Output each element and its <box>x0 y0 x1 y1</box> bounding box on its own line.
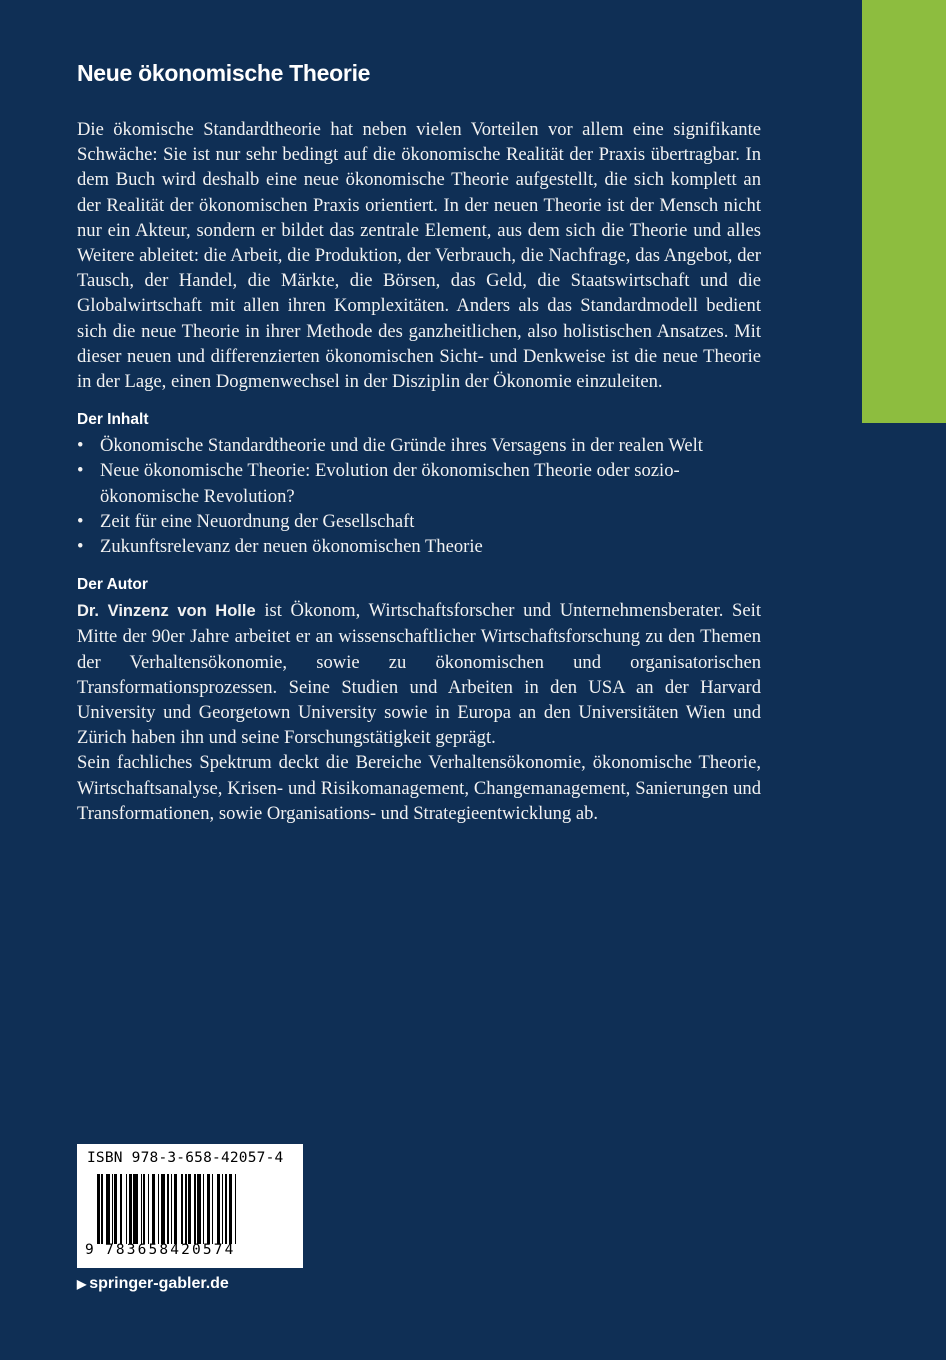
barcode-bar <box>207 1174 210 1244</box>
barcode-bar <box>120 1174 121 1244</box>
barcode-bar <box>217 1174 220 1244</box>
barcode-bar <box>141 1174 142 1244</box>
barcode-bar <box>229 1174 232 1244</box>
isbn-barcode <box>77 1144 303 1268</box>
barcode-bar <box>143 1174 144 1244</box>
author-bio-2: Sein fachliches Spektrum deckt die Bereiche Verhaltensökonomie, ökonomische Theorie, Wirtschaftsanalyse, Krisen- und Risikomanagement, Changemanagement, Sanierungen und Transformationen, sowie Organisations- und Strategieentwicklung ab. <box>77 752 761 824</box>
publisher-link[interactable] <box>77 1275 229 1293</box>
barcode-bar <box>222 1174 223 1244</box>
back-cover-text <box>77 60 761 826</box>
barcode-bar <box>112 1174 113 1244</box>
barcode-bar <box>174 1174 177 1244</box>
barcode-bar <box>235 1174 236 1244</box>
book-title: Neue ökonomische Theorie <box>77 60 371 86</box>
list-item: • Zeit für eine Neuordnung der Gesellschaft <box>77 509 761 534</box>
author-heading: Der Autor <box>77 576 148 594</box>
isbn-label: ISBN 978-3-658-42057-4 <box>87 1150 284 1166</box>
list-item: • Neue ökonomische Theorie: Evolution der ökonomischen Theorie oder sozio-ökonomische Revolution? <box>77 458 761 508</box>
contents-heading: Der Inhalt <box>77 411 149 429</box>
barcode-bar <box>148 1174 149 1244</box>
ean-first-digit: 9 <box>85 1242 94 1258</box>
barcode-bars <box>97 1174 297 1244</box>
barcode-bar <box>158 1174 159 1244</box>
barcode-bar <box>167 1174 170 1244</box>
barcode-bar <box>161 1174 165 1244</box>
list-item: • Zukunftsrelevanz der neuen ökonomischen Theorie <box>77 534 761 559</box>
barcode-bar <box>203 1174 204 1244</box>
contents-list <box>77 433 761 559</box>
barcode-bar <box>171 1174 172 1244</box>
barcode-bar <box>126 1174 127 1244</box>
author-bio-text: ist Ökonom, Wirtschaftsforscher und Unternehmensberater. Seit Mitte der 90er Jahre arbeitet er an wissenschaftlicher Wirtschaftsforschung zu den Themen der Verhaltensökonomie, sowie zu ökonomischen und organisatorischen Transformationsprozessen. Seine Studien und Arbeiten in den USA an der Harvard University und Georgetown University sowie in Europa an den Universitäten Wien und Zürich haben ihn und seine Forschungstätigkeit geprägt. <box>77 600 761 749</box>
intro-paragraph: Die ökomische Standardtheorie hat neben vielen Vorteilen vor allem eine signifikante Schwäche: Sie ist nur sehr bedingt auf die ökonomische Realität der Praxis übertragbar. In dem Buch wird deshalb eine neue ökonomische Theorie aufgestellt, die sich komplett an der Realität der ökonomischen Praxis orientiert. In der neuen Theorie ist der Mensch nicht nur ein Akteur, sondern er bildet das zentrale Element, aus dem sich die Theorie und alles Weitere ableitet: die Arbeit, die Produktion, der Verbrauch, die Nachfrage, das Angebot, der Tausch, der Handel, die Märkte, die Börsen, das Geld, die Staatswirtschaft und die Globalwirtschaft mit allen ihren Komplexitäten. Anders als das Standardmodell bedient sich die neue Theorie in ihrer Methode des ganzheitlichen, also holistischen Ansatzes. Mit dieser neuen und differenzierten ökonomischen Sicht- und Denkweise ist die neue Theorie in der Lage, einen Dogmenwechsel in der Disziplin der Ökonomie einzuleiten. <box>77 119 761 393</box>
ean-digits-rest: 783658420574 <box>105 1242 236 1258</box>
barcode-bar <box>181 1174 182 1244</box>
barcode-bar <box>129 1174 132 1244</box>
list-item: • Ökonomische Standardtheorie und die Gründe ihres Versagens in der realen Welt <box>77 433 761 458</box>
barcode-bar <box>194 1174 195 1244</box>
barcode-bar <box>114 1174 117 1244</box>
author-bio <box>77 598 761 750</box>
barcode-bar <box>225 1174 228 1244</box>
accent-bar <box>862 0 946 423</box>
barcode-bar <box>97 1174 100 1244</box>
publisher-url: springer-gabler.de <box>89 1275 229 1292</box>
play-arrow-icon: ▶ <box>77 1277 87 1291</box>
barcode-bar <box>197 1174 201 1244</box>
barcode-bar <box>101 1174 102 1244</box>
barcode-bar <box>106 1174 110 1244</box>
barcode-bar <box>212 1174 213 1244</box>
barcode-bar <box>152 1174 155 1244</box>
author-name: Dr. Vinzenz von Holle <box>77 602 256 621</box>
barcode-bar <box>185 1174 186 1244</box>
barcode-bar <box>188 1174 191 1244</box>
barcode-bar <box>133 1174 137 1244</box>
